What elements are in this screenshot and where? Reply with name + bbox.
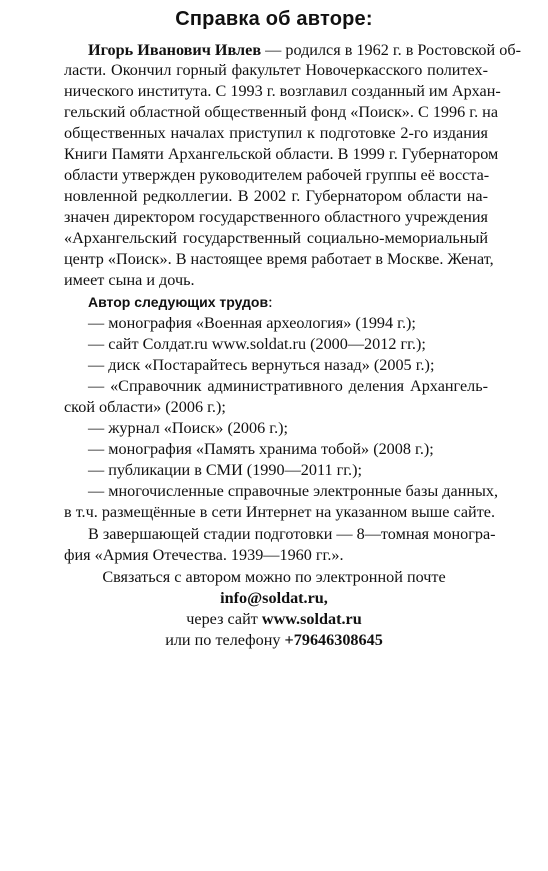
contact-site-link[interactable]: www.soldat.ru bbox=[261, 610, 362, 628]
work-item: — «Справочник административного деления Архангель- bbox=[88, 377, 488, 395]
bio-line-8: новленной редколлегии. В 2002 г. Губернатором области на- bbox=[64, 187, 488, 205]
bio-line-2: ласти. Окончил горный факультет Новочеркасского политех- bbox=[64, 61, 488, 79]
work-item: — диск «Постарайтесь вернуться назад» (2005 г.); bbox=[88, 356, 435, 374]
bio-line-3: нического института. С 1993 г. возглавил созданный им Архан- bbox=[64, 82, 501, 100]
bio-line-6: Книги Памяти Архангельской области. В 1999 г. Губернатором bbox=[64, 145, 499, 163]
work-item: — сайт Солдат.ru www.soldat.ru (2000—2012 гг.); bbox=[88, 335, 426, 353]
contact-intro: Связаться с автором можно по электронной почте bbox=[102, 568, 446, 586]
work-item: — журнал «Поиск» (2006 г.); bbox=[88, 419, 289, 437]
bio-line-5: общественных началах приступил к подготовке 2-го издания bbox=[64, 124, 488, 142]
bio-line-12: имеет сына и дочь. bbox=[64, 271, 195, 289]
page-title: Справка об авторе: bbox=[175, 8, 373, 30]
contact-phone[interactable]: +79646308645 bbox=[284, 631, 383, 649]
work-item: — монография «Военная археология» (1994 г.); bbox=[88, 314, 416, 332]
work-item: — публикации в СМИ (1990—2011 гг.); bbox=[88, 461, 362, 479]
bio-line-11: центр «Поиск». В настоящее время работает в Москве. Женат, bbox=[64, 250, 494, 268]
bio-line-10: «Архангельский государственный социально-мемориальный bbox=[64, 229, 488, 247]
contact-site-line: через сайт www.soldat.ru bbox=[186, 610, 362, 628]
work-item-continuation: ской области» (2006 г.); bbox=[64, 398, 226, 416]
bio-line-4: гельский областной общественный фонд «Поиск». С 1996 г. на bbox=[64, 103, 499, 121]
author-name: Игорь Иванович Ивлев bbox=[88, 41, 262, 59]
bio-line-7: области утвержден руководителем рабочей группы её восста- bbox=[64, 166, 490, 184]
final-line-1: В завершающей стадии подготовки — 8—томная моногра- bbox=[88, 525, 496, 543]
contact-phone-line: или по телефону +79646308645 bbox=[165, 631, 383, 649]
bio-line-1: Игорь Иванович Ивлев — родился в 1962 г. в Ростовской об- bbox=[88, 41, 521, 59]
works-heading: Автор следующих трудов: bbox=[88, 293, 273, 311]
bio-line-9: значен директором государственного областного учреждения bbox=[64, 208, 488, 226]
work-item: — многочисленные справочные электронные базы данных, bbox=[88, 482, 499, 500]
work-item-continuation: в т.ч. размещённые в сети Интернет на указанном выше сайте. bbox=[64, 503, 496, 521]
contact-email[interactable]: info@soldat.ru, bbox=[220, 589, 328, 607]
work-item: — монография «Память хранима тобой» (2008 г.); bbox=[88, 440, 434, 458]
final-line-2: фия «Армия Отечества. 1939—1960 гг.». bbox=[64, 546, 344, 564]
